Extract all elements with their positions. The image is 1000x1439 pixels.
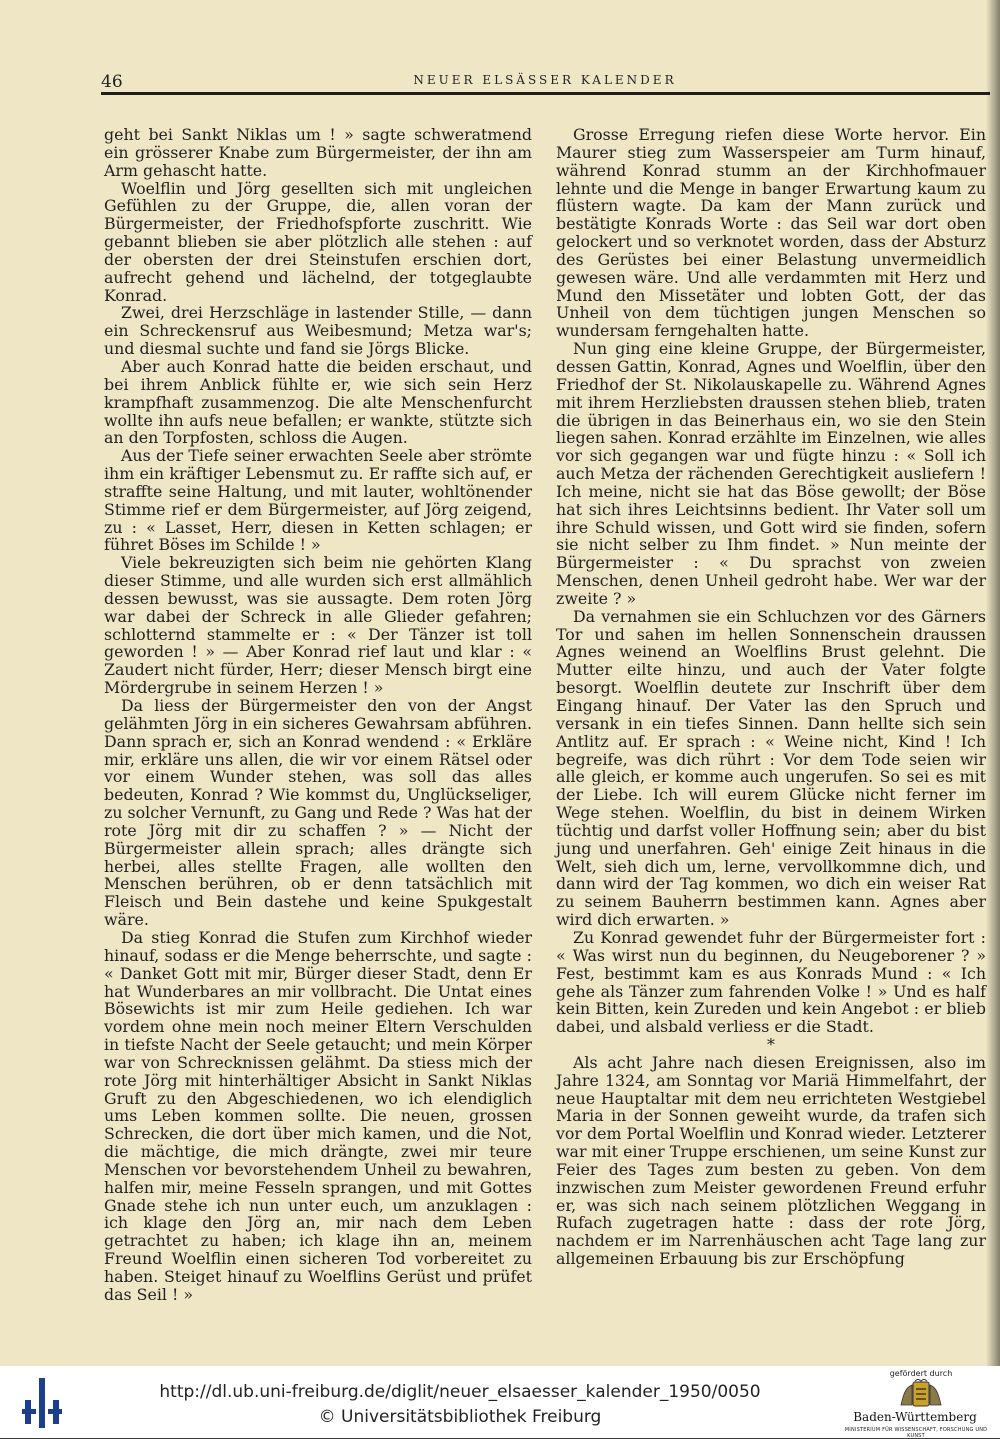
left-column [104,126,532,1304]
paragraph: Zwei, drei Herzschläge in lastender Stille, — dann ein Schreckensruf aus Weibesmund; Metza war's; und diesmal suchte und fand sie Jörgs Blicke. [104,303,532,359]
paragraph: Grosse Erregung riefen diese Worte hervor. Ein Maurer stieg zum Wasserspeier am Turm hinauf, während Konrad stumm an der Kirchhofmauer lehnte und die Menge in banger Erwartung kaum zu flüstern wagte. Da kam der Mann zurück und bestätigte Konrads Worte : das Seil war dort oben gelockert und so verknotet worden, dass der Absturz des Gerüstes bei einer Belastung unvermeidlich gewesen wäre. Und alle verdammten mit Herz und Mund den Missetäter und lobten Gott, der das Unheil von dem tüchtigen jungen Menschen so wundersam ferngehalten hatte. [556,125,986,341]
page-number: 46 [101,72,123,92]
paragraph: geht bei Sankt Niklas um ! » sagte schweratmend ein grösserer Knabe zum Bürgermeister, der ihn am Arm gehascht hatte. [104,125,532,180]
permalink-url[interactable]: http://dl.ub.uni-freiburg.de/diglit/neuer_elsaesser_kalender_1950/0050 [159,1382,761,1402]
running-title: NEUER ELSÄSSER KALENDER [413,73,677,87]
copyright-notice: © Universitätsbibliothek Freiburg [318,1407,602,1427]
paragraph: Viele bekreuzigten sich beim nie gehörten Klang dieser Stimme, und alle wurden sich erst allmählich dessen bewusst, was sie aussagte. Dem roten Jörg war dabei der Schreck in alle Glieder gefahren; schlotternd stammelte er : « Der Tänzer ist toll geworden ! » — Aber Konrad rief laut und klar : « Zaudert nicht fürder, Herr; dieser Mensch birgt eine Mördergrube in seinem Herzen ! » [104,553,532,698]
paragraph: Da vernahmen sie ein Schluchzen vor des Gärners Tor und sahen im hellen Sonnenschein draussen Agnes weinend an Woelflins Brust gelehnt. Die Mutter eilte hinzu, und auch der Vater folgte besorgt. Woelflin deutete zur Inschrift über dem Eingang hinauf. Der Vater las den Spruch und versank in ein tiefes Sinnen. Dann hellte sich sein Antlitz auf. Er sprach : « Weine nicht, Kind ! Ich begreife, was dich rührt : Vor dem Tode seien wir alle gleich, er komme auch ungerufen. So sei es mit der Liebe. Ich will eurem Glücke nicht ferner im Wege stehen. Woelflin, du bist in deinem Wirken tüchtig und darfst voller Hoffnung sein; aber du bist jung und unerfahren. Geh' einige Zeit hinaus in die Welt, sieh dich um, lerne, vervollkommne dich, und dann wird der Tag kommen, wo dich ein weiser Rat zu seinem Bauherrn bestimmen kann. Agnes aber wird dich erwarten. » [556,606,986,930]
funding-label: gefördert durch [889,1369,953,1378]
footer-bar [0,1366,1000,1438]
paragraph: Als acht Jahre nach diesen Ereignissen, also im Jahre 1324, am Sonntag vor Mariä Himmelfahrt, der neue Hauptaltar mit dem neu errichteten Westgiebel Maria in der Sonnen geweiht wurde, da trafen sich vor dem Portal Woelflin und Konrad wieder. Letzterer war mit einer Truppe erschienen, um seine Kunst zur Feier des Tages zum besten zu geben. Von dem inzwischen zum Meister gewordenen Freund erfuhr er, was sich nach seinem plötzlichen Weggang in Rufach zugetragen hatte : dass der rote Jörg, nachdem er im Narrenhäuschen acht Tage lang zur allgemeinen Erbauung bis zur Erschöpfung [556,1052,986,1269]
header-rule [101,92,990,95]
paragraph: Aber auch Konrad hatte die beiden erschaut, und bei ihrem Anblick fühlte er, wie sich sein Herz krampfhaft zusammenzog. Die alte Menschenfurcht wollte ihn aufs neue befallen; er wankte, stützte sich an den Torpfosten, schloss die Augen. [104,356,532,448]
paragraph: Zu Konrad gewendet fuhr der Bürgermeister fort : « Was wirst nun du beginnen, du Neugeborener ? » Fest, bestimmt kam es aus Konrads Mund : « Ich gehe als Tänzer zum fahrenden Volke ! » Und es half kein Bitten, kein Zureden und kein Angebot : er blieb dabei, und alsbald verliess er die Stadt. [556,927,986,1037]
right-column [556,126,986,1268]
paragraph: Da liess der Bürgermeister den von der Angst gelähmten Jörg in ein sicheres Gewahrsam abführen. Dann sprach er, sich an Konrad wendend : « Erkläre mir, erkläre uns allen, die wir vor einem Rätsel oder vor einem Wunder stehen, was soll das alles bedeuten, Konrad ? Wie kommst du, Unglückseliger, zu solcher Vernunft, zu Gang und Rede ? Was hat der rote Jörg mit dir zu schaffen ? » — Nicht der Bürgermeister allein sprach; alles drängte sich herbei, alles stellte Fragen, alle wollten den Menschen berühren, ob er denn tatsächlich mit Fleisch und Bein dastehe und keine Spukgestalt wäre. [104,696,532,930]
section-separator: * [767,1035,775,1055]
funder-name: Baden-Württemberg [853,1410,977,1424]
paragraph: Aus der Tiefe seiner erwachten Seele aber strömte ihm ein kräftiger Lebensmut zu. Er raffte sich auf, er straffte seine Haltung, und mit lauter, wohltönender Stimme rief er dem Bürgermeister, auf Jörg zeigend, zu : « Lasset, Herr, diesen in Ketten schlagen; er führet Böses im Schilde ! » [104,446,532,555]
paragraph: Da stieg Konrad die Stufen zum Kirchhof wieder hinauf, sodass er die Menge beherrschte, und sagte : « Danket Gott mit mir, Bürger dieser Stadt, denn Er hat Wunderbares an mir vollbracht. Die Untat eines Bösewichts ist mir zum Heile gediehen. Ich war vordem ohne mein noch meiner Eltern Verschulden in tiefste Nacht der Seele getaucht; und mein Körper war von Schrecknissen gelähmt. Da stiess mich der rote Jörg mit hinterhältiger Absicht in Sankt Niklas Gruft zu den Abgeschiedenen, wo ich elendiglich ums Leben kommen sollte. Die neuen, grossen Schrecken, die dort über mich kamen, und die Not, die mächtige, die mich drängte, zwei mir teure Menschen vor bevorstehendem Unheil zu bewahren, halfen mir, meine Fesseln sprangen, und mit Gottes Gnade stehe ich nun unter euch, um anzuklagen : ich klage den Jörg an, mir nach dem Leben getrachtet zu haben; ich klage ihn an, meinem Freund Woelflin einen sicheren Tod vorbereitet zu haben. Steiget hinauf zu Woelflins Gerüst und prüfet das Seil ! » [104,927,532,1304]
coat-of-arms-icon [898,1379,944,1409]
paragraph: Woelflin und Jörg gesellten sich mit ungleichen Gefühlen zu der Gruppe, die, allen voran der Bürgermeister, der Friedhofspforte zuschritt. Wie gebannt blieben sie aber plötzlich alle stehen : auf der obersten der drei Steinstufen erschien dort, aufrecht gehend und lächelnd, der totgeglaubte Konrad. [104,178,532,305]
paragraph: Nun ging eine kleine Gruppe, der Bürgermeister, dessen Gattin, Konrad, Agnes und Woelflin, über den Friedhof der St. Nikolauskapelle zu. Während Agnes mit ihrem Herzliebsten draussen stehen blieb, traten die übrigen in das Beinerhaus ein, wo sie den Stein liegen sahen. Konrad erzählte im Einzelnen, wie alles vor sich gegangen war und fügte hinzu : « Soll ich auch Metza der rächenden Gerechtigkeit ausliefern ! Ich meine, nicht sie hat das Böse gewollt; der Böse hat sich ihres Leichtsinns bedient. Ihr Vater soll um ihre Schuld wissen, und Gott wird sie finden, sofern sie nicht selber zu Ihm findet. » Nun meinte der Bürgermeister : « Du sprachst von zweien Menschen, denen Unheil gedroht habe. Wer war der zweite ? » [556,339,986,608]
ministry-label: MINISTERIUM FÜR WISSENSCHAFT, FORSCHUNG UND KUNST [844,1427,988,1439]
